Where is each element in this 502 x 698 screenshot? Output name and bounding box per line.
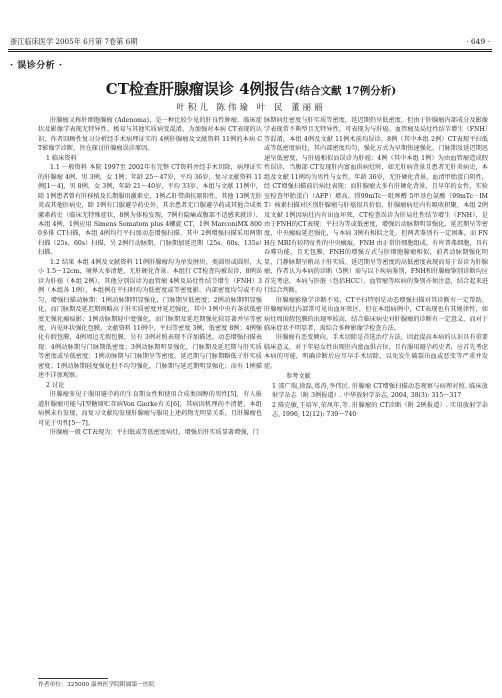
title-subtitle: (结合文献 17例分析): [294, 85, 397, 97]
header-rule: [8, 49, 492, 50]
body-paragraph: 1.1 一般资料 本院 1997至 2002年有完整 CT资料并经手术切除，病理证实的肝腺瘤 4例，男 3例，女 1例；年龄 25～47岁，平均 36岁，复习文献资料 11例[1～4]，男 8例，女 3例，年龄 21～40岁，平均 33岁，本组与文献 11例中，除 1例患者曾有肝移植及长期服用激素史，1例乙肝带菌抗原阳性，其他 13例无肝炎或其他肝病史，除 1例有口服避孕药史外，其余患者无口服避孕药或其他合成类激素药史（临床无特殊症状，8例为体检发现，7例有隐痛或腹部不适感来就诊）。本组 4例，1例应用 Simens Somatom plus 4螺旋 CT，1例 MarconiMX 8000多排 CT扫描，本组 4例均行平扫加动态增强扫描，其中 2例增强扫描采用两期扫描（25s、60s）扫描，另 2例行动脉期、门脉期加延迟期（25s、60s、135s）扫描。: [38, 164, 262, 257]
page-number: · 649 ·: [466, 37, 490, 46]
reference-item: 1 邵广瑞,徐磊,葛涛,李伟民. 肝腺瘤 CT增强扫描动态观察与病理对照. 临床放射学杂志（附 3例报道）. 中华放射学杂志, 2004, 38(3): 315～317: [272, 382, 488, 400]
body-paragraph: 肝腺瘤有恶变倾向，手术切除是首选治疗方法，因此提高本病的认识具有重要临床意义，对于年轻女性出现肝内富血供占位，且有服用避孕药史者，应首先考虑本病的可能，明确诊断后应尽早手术切除，以免发生破裂出血或恶变等严重并发症。: [264, 334, 488, 370]
references-heading: 参考文献: [286, 373, 311, 381]
article-title: [0, 78, 502, 99]
author-list: 叶积儿 陈伟瑜 叶 民 董丽丽: [176, 103, 326, 113]
body-paragraph: 肝腺瘤又称肝细胞腺瘤 (Adenoma)，是一种比较少见的肝良性肿瘤，临床症状及影像学表现无特异性，极易与其他实质病变混淆，为加强对本病 CT表现的认识，作者回顾性复习分析经手术病理证实的 4例肝腺瘤及文献资料 11例的本病 CT影像学诊断，旨在探讨肝腺瘤误诊原因。: [38, 117, 262, 153]
section-tag: · 误诊分析 ·: [10, 61, 63, 71]
journal-info: 浙江临床医学 2005年 6月第 7卷第 6期: [10, 37, 138, 46]
section-heading: 1 临床资料: [46, 154, 77, 162]
body-paragraph: 脉期病灶密度与肝实质等密度，延迟期仍呈低密度，但由于肝腺瘤内部成分及影像学表现常不典型且无特异性，可表现为与肝癌、血管瘤及局灶性结节增生（FNH）等混淆，本组 4例及文献 11例术前均误诊，8例（其中本组 2例）CT表现平扫低或等低密度病灶，其内部密度均匀，强化方式为早期快速强化，门脉期及延迟期迅速呈低密度，与肝癌相似而误诊为肝癌；4例（其中本组 1例）为由血管瘤造成假性误诊，当腹部 CT发现肝内富血供病灶时，如无肝病背景且患者无肝炎病史，本组及文献 11例均为男性与女性，年龄 36岁，无肝硬化背景，血清甲胎蛋白阴性，经 CT增强扫描前后病灶表现：而肝腺瘤大多有肝硬化背景，且早年的女性，实验室检查甲胎蛋白（AFP）增高，锝99mTc－吡哆醛 5甲基色氨酸（99mTc－IMT）核素扫描对区别肝腺瘤与肝癌很具价值，肝腺瘤病灶内有吸收积聚，本组 2例及文献 1例因病灶内有出血坏死，CT检查误诊为肝局灶性结节增生（FNH），是由于FNH的CT表现：平扫为等或低密度，增强后动脉期明显强化，延迟期呈等密度，中央瘢痕延迟强化，与本病 3例有相似之处，但两者鉴别有一定困难，而 FNH在 MRI有较特征性的中央瘢痕，FNH 由正常肝细胞组成，有库普弗细胞，具有吞噬功能，且无包膜，FNH的增强方式与肝细胞腺瘤相似，前者动脉期强化明显，门静脉期呈稍高于肝实质，延迟期呈等密度的高低密度表现而易于误诊为肝腺瘤，作者认为本病的诊断（5例）需与以下疾病鉴别，FNH和肝腺瘤鉴别诊断均应首先考虑，本病与肝脏（包括HCC）、血管瘤等疾病的鉴别亦须注意，结合起来进行综合判断。: [264, 117, 488, 295]
footnote-affiliation: 作者单位：325000 温州医学院附属第一医院: [38, 682, 155, 688]
body-paragraph: 肝腺瘤影像学诊断不易，CT平扫特别是动态增强扫描对其诊断有一定帮助，肝腺瘤病灶内部常可见出血坏死区，但在本组病例中，CT表现也有其规律性，如病灶周围假包膜的出现率较高，结合临床病史对肝腺瘤的诊断有一定意义，而对于临床症状不明显者，需综合多种影像学检查方法。: [264, 296, 488, 332]
right-column: [264, 116, 488, 420]
body-paragraph: 肝腺瘤一般 CT表现为：平扫低或等低密度病灶，增强后肝实质显著增强，门: [50, 428, 259, 436]
header-rule-thin: [8, 51, 492, 52]
running-head: [10, 36, 490, 48]
title-main: CT检查肝腺瘤误诊 4例报告: [105, 80, 295, 98]
section-heading: 2 讨论: [46, 381, 65, 389]
reference-item: 2 陈克敏,王培军,荣凤年,等. 肝腺瘤的 CT诊断（附 2例报道）. 实用放射学杂志, 1996, 12(12): 739～740: [272, 401, 488, 419]
body-paragraph: 肝腺瘤多见于服用避孕药的生育期女性和使用合成类固醇的男性[5]，有人报道肝腺瘤可能与Ⅰ型糖原贮存病Von Gierke有关[6]，其病因机理尚不清楚，本组病例未有发现，而复习文献均发现肝腺瘤与服用上述药物无明显关系，且肝腺瘤也可见于男性[5～7]。: [38, 391, 262, 427]
footnote-rule: [38, 678, 108, 679]
body-paragraph: 1.2 结果 本组 4例及文献资料 11例肝腺瘤均为单发肿块，类圆形或圆形，大小 1.5～12cm，境界大多清楚，无肝硬化背景。本组行 CT检查均被误诊，8例误诊为肝癌（本组 2例），其他分别误诊为血管瘤 4例及局灶性结节增生（FNH）3例（本组各 1例），本组例在平扫时均为低密度或等密度影，内部密度均匀或不均匀，增强扫描动脉期：1例动脉期明显强化，门脉期呈低密度；2例动脉期明显强化，而门脉期及延迟期则略高于肝实质密度并延迟强化，其中 1例中央有条状低密度无强化瘢痕影；1例动脉期轻中度强化，而门脉期及延迟期强化较显著并呈等密度，内见环状强化包膜，文献资料 11例中，平扫等密度 3例，低密度 8例；4例强化有假包膜，4例周边无假包膜，另有 3例对照表现不详加描述，动态增强扫描表现：4例动脉期与门脉期低密度；3例动脉期明显强化，门脉期及延迟期与肝实质等密度或呈低密度；1例动脉期与门脉期呈等密度，延迟期与门脉期略低于肝实质密度；1例动脉期轻度强化但不均匀强化，门脉期与延迟期明显强化；而有 1例描述不详加观察。: [38, 258, 262, 380]
left-column: [38, 116, 262, 437]
